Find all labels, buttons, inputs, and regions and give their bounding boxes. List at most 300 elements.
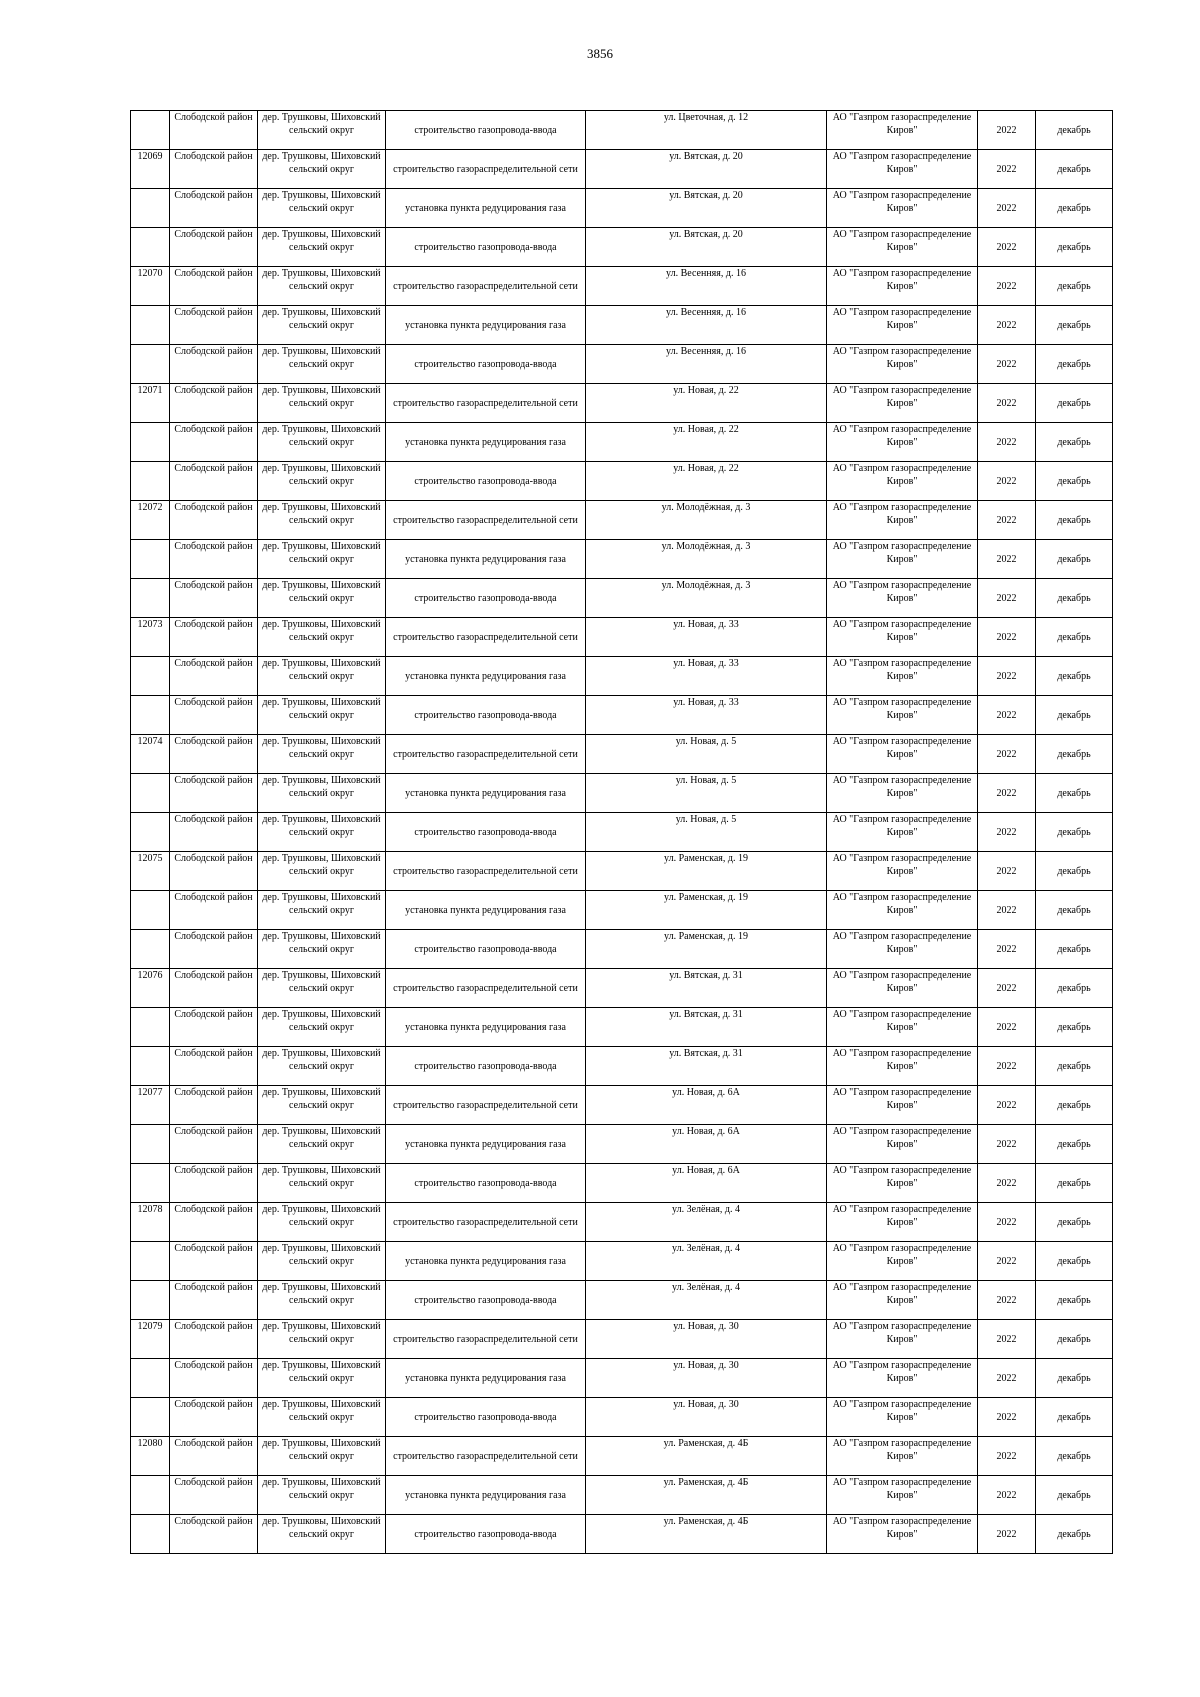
address-cell: ул. Вятская, д. 20 xyxy=(586,228,827,267)
row-number xyxy=(131,111,170,150)
work-type-cell: строительство газопровода-ввода xyxy=(386,1047,586,1086)
row-number: 12077 xyxy=(131,1086,170,1125)
table-row xyxy=(131,969,1113,1008)
work-type-cell: установка пункта редуцирования газа xyxy=(386,189,586,228)
table-row xyxy=(131,384,1113,423)
work-type-cell: строительство газораспределительной сети xyxy=(386,1437,586,1476)
month-cell: декабрь xyxy=(1036,345,1113,384)
table-row xyxy=(131,1008,1113,1047)
address-cell: ул. Новая, д. 6А xyxy=(586,1086,827,1125)
settlement-cell: дер. Трушковы, Шиховский сельский округ xyxy=(258,306,386,345)
organization-cell: АО "Газпром газораспределение Киров" xyxy=(827,930,978,969)
work-type-cell: строительство газопровода-ввода xyxy=(386,1281,586,1320)
table-row xyxy=(131,462,1113,501)
address-cell: ул. Весенняя, д. 16 xyxy=(586,306,827,345)
month-cell: декабрь xyxy=(1036,462,1113,501)
row-number xyxy=(131,462,170,501)
organization-cell: АО "Газпром газораспределение Киров" xyxy=(827,1008,978,1047)
month-cell: декабрь xyxy=(1036,267,1113,306)
year-cell: 2022 xyxy=(978,774,1036,813)
table-row xyxy=(131,1047,1113,1086)
row-number: 12079 xyxy=(131,1320,170,1359)
row-number xyxy=(131,228,170,267)
district-cell: Слободской район xyxy=(170,306,258,345)
district-cell: Слободской район xyxy=(170,462,258,501)
address-cell: ул. Зелёная, д. 4 xyxy=(586,1242,827,1281)
month-cell: декабрь xyxy=(1036,735,1113,774)
organization-cell: АО "Газпром газораспределение Киров" xyxy=(827,423,978,462)
district-cell: Слободской район xyxy=(170,1086,258,1125)
work-type-cell: установка пункта редуцирования газа xyxy=(386,657,586,696)
work-type-cell: строительство газораспределительной сети xyxy=(386,1086,586,1125)
row-number xyxy=(131,423,170,462)
organization-cell: АО "Газпром газораспределение Киров" xyxy=(827,1086,978,1125)
table-row xyxy=(131,1242,1113,1281)
month-cell: декабрь xyxy=(1036,618,1113,657)
row-number xyxy=(131,1398,170,1437)
settlement-cell: дер. Трушковы, Шиховский сельский округ xyxy=(258,1086,386,1125)
page-number: 3856 xyxy=(587,46,613,61)
settlement-cell: дер. Трушковы, Шиховский сельский округ xyxy=(258,345,386,384)
table-row xyxy=(131,930,1113,969)
address-cell: ул. Вятская, д. 31 xyxy=(586,1008,827,1047)
work-type-cell: строительство газопровода-ввода xyxy=(386,930,586,969)
district-cell: Слободской район xyxy=(170,579,258,618)
organization-cell: АО "Газпром газораспределение Киров" xyxy=(827,462,978,501)
table-row xyxy=(131,618,1113,657)
district-cell: Слободской район xyxy=(170,1476,258,1515)
address-cell: ул. Новая, д. 33 xyxy=(586,618,827,657)
work-type-cell: строительство газопровода-ввода xyxy=(386,462,586,501)
month-cell: декабрь xyxy=(1036,1515,1113,1554)
address-cell: ул. Новая, д. 30 xyxy=(586,1398,827,1437)
address-cell: ул. Новая, д. 5 xyxy=(586,735,827,774)
year-cell: 2022 xyxy=(978,384,1036,423)
settlement-cell: дер. Трушковы, Шиховский сельский округ xyxy=(258,1320,386,1359)
month-cell: декабрь xyxy=(1036,1125,1113,1164)
district-cell: Слободской район xyxy=(170,1164,258,1203)
organization-cell: АО "Газпром газораспределение Киров" xyxy=(827,1398,978,1437)
table-row xyxy=(131,228,1113,267)
year-cell: 2022 xyxy=(978,735,1036,774)
month-cell: декабрь xyxy=(1036,1047,1113,1086)
settlement-cell: дер. Трушковы, Шиховский сельский округ xyxy=(258,384,386,423)
address-cell: ул. Новая, д. 22 xyxy=(586,423,827,462)
table-row xyxy=(131,852,1113,891)
work-type-cell: строительство газопровода-ввода xyxy=(386,345,586,384)
organization-cell: АО "Газпром газораспределение Киров" xyxy=(827,228,978,267)
year-cell: 2022 xyxy=(978,150,1036,189)
settlement-cell: дер. Трушковы, Шиховский сельский округ xyxy=(258,813,386,852)
work-type-cell: строительство газораспределительной сети xyxy=(386,384,586,423)
settlement-cell: дер. Трушковы, Шиховский сельский округ xyxy=(258,1047,386,1086)
work-type-cell: строительство газораспределительной сети xyxy=(386,969,586,1008)
settlement-cell: дер. Трушковы, Шиховский сельский округ xyxy=(258,1242,386,1281)
address-cell: ул. Новая, д. 22 xyxy=(586,384,827,423)
table-row xyxy=(131,111,1113,150)
settlement-cell: дер. Трушковы, Шиховский сельский округ xyxy=(258,618,386,657)
gasification-schedule-table xyxy=(130,110,1113,1554)
table-row xyxy=(131,1359,1113,1398)
year-cell: 2022 xyxy=(978,930,1036,969)
month-cell: декабрь xyxy=(1036,150,1113,189)
organization-cell: АО "Газпром газораспределение Киров" xyxy=(827,852,978,891)
settlement-cell: дер. Трушковы, Шиховский сельский округ xyxy=(258,423,386,462)
table-row xyxy=(131,1476,1113,1515)
settlement-cell: дер. Трушковы, Шиховский сельский округ xyxy=(258,501,386,540)
settlement-cell: дер. Трушковы, Шиховский сельский округ xyxy=(258,150,386,189)
settlement-cell: дер. Трушковы, Шиховский сельский округ xyxy=(258,189,386,228)
address-cell: ул. Раменская, д. 19 xyxy=(586,852,827,891)
work-type-cell: строительство газопровода-ввода xyxy=(386,1398,586,1437)
settlement-cell: дер. Трушковы, Шиховский сельский округ xyxy=(258,462,386,501)
district-cell: Слободской район xyxy=(170,657,258,696)
district-cell: Слободской район xyxy=(170,774,258,813)
work-type-cell: строительство газопровода-ввода xyxy=(386,813,586,852)
address-cell: ул. Цветочная, д. 12 xyxy=(586,111,827,150)
year-cell: 2022 xyxy=(978,111,1036,150)
table-row xyxy=(131,423,1113,462)
year-cell: 2022 xyxy=(978,1359,1036,1398)
year-cell: 2022 xyxy=(978,1242,1036,1281)
work-type-cell: строительство газопровода-ввода xyxy=(386,696,586,735)
district-cell: Слободской район xyxy=(170,1398,258,1437)
work-type-cell: строительство газопровода-ввода xyxy=(386,1515,586,1554)
address-cell: ул. Молодёжная, д. 3 xyxy=(586,540,827,579)
year-cell: 2022 xyxy=(978,345,1036,384)
district-cell: Слободской район xyxy=(170,345,258,384)
address-cell: ул. Новая, д. 5 xyxy=(586,774,827,813)
settlement-cell: дер. Трушковы, Шиховский сельский округ xyxy=(258,891,386,930)
settlement-cell: дер. Трушковы, Шиховский сельский округ xyxy=(258,1164,386,1203)
organization-cell: АО "Газпром газораспределение Киров" xyxy=(827,1203,978,1242)
month-cell: декабрь xyxy=(1036,891,1113,930)
district-cell: Слободской район xyxy=(170,384,258,423)
address-cell: ул. Раменская, д. 4Б xyxy=(586,1476,827,1515)
row-number xyxy=(131,1359,170,1398)
address-cell: ул. Новая, д. 33 xyxy=(586,696,827,735)
table-row xyxy=(131,579,1113,618)
work-type-cell: установка пункта редуцирования газа xyxy=(386,1476,586,1515)
row-number: 12069 xyxy=(131,150,170,189)
organization-cell: АО "Газпром газораспределение Киров" xyxy=(827,150,978,189)
year-cell: 2022 xyxy=(978,540,1036,579)
settlement-cell: дер. Трушковы, Шиховский сельский округ xyxy=(258,1125,386,1164)
table-row xyxy=(131,1086,1113,1125)
month-cell: декабрь xyxy=(1036,657,1113,696)
table-row xyxy=(131,735,1113,774)
organization-cell: АО "Газпром газораспределение Киров" xyxy=(827,774,978,813)
month-cell: декабрь xyxy=(1036,306,1113,345)
year-cell: 2022 xyxy=(978,696,1036,735)
year-cell: 2022 xyxy=(978,228,1036,267)
address-cell: ул. Новая, д. 22 xyxy=(586,462,827,501)
year-cell: 2022 xyxy=(978,423,1036,462)
settlement-cell: дер. Трушковы, Шиховский сельский округ xyxy=(258,228,386,267)
year-cell: 2022 xyxy=(978,267,1036,306)
year-cell: 2022 xyxy=(978,1047,1036,1086)
month-cell: декабрь xyxy=(1036,930,1113,969)
month-cell: декабрь xyxy=(1036,1164,1113,1203)
address-cell: ул. Вятская, д. 20 xyxy=(586,150,827,189)
month-cell: декабрь xyxy=(1036,228,1113,267)
year-cell: 2022 xyxy=(978,891,1036,930)
address-cell: ул. Новая, д. 33 xyxy=(586,657,827,696)
work-type-cell: установка пункта редуцирования газа xyxy=(386,774,586,813)
settlement-cell: дер. Трушковы, Шиховский сельский округ xyxy=(258,969,386,1008)
year-cell: 2022 xyxy=(978,1398,1036,1437)
settlement-cell: дер. Трушковы, Шиховский сельский округ xyxy=(258,579,386,618)
table-row xyxy=(131,1437,1113,1476)
settlement-cell: дер. Трушковы, Шиховский сельский округ xyxy=(258,1359,386,1398)
work-type-cell: строительство газораспределительной сети xyxy=(386,150,586,189)
row-number xyxy=(131,1008,170,1047)
settlement-cell: дер. Трушковы, Шиховский сельский округ xyxy=(258,696,386,735)
address-cell: ул. Новая, д. 6А xyxy=(586,1125,827,1164)
address-cell: ул. Раменская, д. 4Б xyxy=(586,1515,827,1554)
row-number: 12074 xyxy=(131,735,170,774)
work-type-cell: строительство газораспределительной сети xyxy=(386,501,586,540)
year-cell: 2022 xyxy=(978,813,1036,852)
address-cell: ул. Весенняя, д. 16 xyxy=(586,267,827,306)
address-cell: ул. Новая, д. 5 xyxy=(586,813,827,852)
table-row xyxy=(131,540,1113,579)
year-cell: 2022 xyxy=(978,1437,1036,1476)
settlement-cell: дер. Трушковы, Шиховский сельский округ xyxy=(258,111,386,150)
row-number xyxy=(131,1125,170,1164)
settlement-cell: дер. Трушковы, Шиховский сельский округ xyxy=(258,657,386,696)
month-cell: декабрь xyxy=(1036,1359,1113,1398)
row-number xyxy=(131,579,170,618)
table-row xyxy=(131,813,1113,852)
table-row xyxy=(131,696,1113,735)
table-body xyxy=(131,111,1113,1554)
organization-cell: АО "Газпром газораспределение Киров" xyxy=(827,813,978,852)
settlement-cell: дер. Трушковы, Шиховский сельский округ xyxy=(258,774,386,813)
row-number xyxy=(131,891,170,930)
organization-cell: АО "Газпром газораспределение Киров" xyxy=(827,1164,978,1203)
organization-cell: АО "Газпром газораспределение Киров" xyxy=(827,969,978,1008)
row-number xyxy=(131,657,170,696)
district-cell: Слободской район xyxy=(170,852,258,891)
year-cell: 2022 xyxy=(978,306,1036,345)
address-cell: ул. Вятская, д. 31 xyxy=(586,969,827,1008)
organization-cell: АО "Газпром газораспределение Киров" xyxy=(827,345,978,384)
year-cell: 2022 xyxy=(978,1281,1036,1320)
organization-cell: АО "Газпром газораспределение Киров" xyxy=(827,1125,978,1164)
year-cell: 2022 xyxy=(978,1125,1036,1164)
year-cell: 2022 xyxy=(978,618,1036,657)
year-cell: 2022 xyxy=(978,1203,1036,1242)
organization-cell: АО "Газпром газораспределение Киров" xyxy=(827,735,978,774)
month-cell: декабрь xyxy=(1036,1476,1113,1515)
year-cell: 2022 xyxy=(978,189,1036,228)
district-cell: Слободской район xyxy=(170,969,258,1008)
work-type-cell: установка пункта редуцирования газа xyxy=(386,1242,586,1281)
row-number xyxy=(131,306,170,345)
row-number: 12075 xyxy=(131,852,170,891)
year-cell: 2022 xyxy=(978,969,1036,1008)
organization-cell: АО "Газпром газораспределение Киров" xyxy=(827,1242,978,1281)
row-number xyxy=(131,1047,170,1086)
table-row xyxy=(131,1203,1113,1242)
address-cell: ул. Раменская, д. 19 xyxy=(586,891,827,930)
organization-cell: АО "Газпром газораспределение Киров" xyxy=(827,384,978,423)
table-row xyxy=(131,1164,1113,1203)
district-cell: Слободской район xyxy=(170,618,258,657)
settlement-cell: дер. Трушковы, Шиховский сельский округ xyxy=(258,1437,386,1476)
work-type-cell: строительство газораспределительной сети xyxy=(386,267,586,306)
year-cell: 2022 xyxy=(978,1008,1036,1047)
organization-cell: АО "Газпром газораспределение Киров" xyxy=(827,1437,978,1476)
district-cell: Слободской район xyxy=(170,267,258,306)
month-cell: декабрь xyxy=(1036,1008,1113,1047)
district-cell: Слободской район xyxy=(170,1047,258,1086)
table-row xyxy=(131,267,1113,306)
work-type-cell: установка пункта редуцирования газа xyxy=(386,1008,586,1047)
table-row xyxy=(131,189,1113,228)
district-cell: Слободской район xyxy=(170,696,258,735)
district-cell: Слободской район xyxy=(170,1515,258,1554)
settlement-cell: дер. Трушковы, Шиховский сельский округ xyxy=(258,1515,386,1554)
table-row xyxy=(131,501,1113,540)
work-type-cell: установка пункта редуцирования газа xyxy=(386,423,586,462)
work-type-cell: строительство газораспределительной сети xyxy=(386,1320,586,1359)
work-type-cell: строительство газораспределительной сети xyxy=(386,618,586,657)
address-cell: ул. Молодёжная, д. 3 xyxy=(586,579,827,618)
organization-cell: АО "Газпром газораспределение Киров" xyxy=(827,1359,978,1398)
row-number xyxy=(131,189,170,228)
year-cell: 2022 xyxy=(978,501,1036,540)
month-cell: декабрь xyxy=(1036,1320,1113,1359)
district-cell: Слободской район xyxy=(170,540,258,579)
organization-cell: АО "Газпром газораспределение Киров" xyxy=(827,1515,978,1554)
table-row xyxy=(131,1281,1113,1320)
district-cell: Слободской район xyxy=(170,501,258,540)
work-type-cell: строительство газораспределительной сети xyxy=(386,735,586,774)
month-cell: декабрь xyxy=(1036,579,1113,618)
table-row xyxy=(131,306,1113,345)
year-cell: 2022 xyxy=(978,1164,1036,1203)
work-type-cell: строительство газопровода-ввода xyxy=(386,228,586,267)
row-number: 12071 xyxy=(131,384,170,423)
month-cell: декабрь xyxy=(1036,1398,1113,1437)
district-cell: Слободской район xyxy=(170,1125,258,1164)
row-number xyxy=(131,774,170,813)
address-cell: ул. Новая, д. 30 xyxy=(586,1320,827,1359)
district-cell: Слободской район xyxy=(170,228,258,267)
row-number xyxy=(131,1515,170,1554)
settlement-cell: дер. Трушковы, Шиховский сельский округ xyxy=(258,1476,386,1515)
row-number xyxy=(131,1242,170,1281)
table-row xyxy=(131,345,1113,384)
table-row xyxy=(131,1125,1113,1164)
year-cell: 2022 xyxy=(978,1515,1036,1554)
work-type-cell: строительство газораспределительной сети xyxy=(386,1203,586,1242)
month-cell: декабрь xyxy=(1036,189,1113,228)
work-type-cell: установка пункта редуцирования газа xyxy=(386,1359,586,1398)
settlement-cell: дер. Трушковы, Шиховский сельский округ xyxy=(258,540,386,579)
month-cell: декабрь xyxy=(1036,111,1113,150)
month-cell: декабрь xyxy=(1036,969,1113,1008)
year-cell: 2022 xyxy=(978,657,1036,696)
year-cell: 2022 xyxy=(978,1476,1036,1515)
settlement-cell: дер. Трушковы, Шиховский сельский округ xyxy=(258,267,386,306)
district-cell: Слободской район xyxy=(170,189,258,228)
district-cell: Слободской район xyxy=(170,423,258,462)
work-type-cell: строительство газопровода-ввода xyxy=(386,579,586,618)
district-cell: Слободской район xyxy=(170,735,258,774)
district-cell: Слободской район xyxy=(170,1359,258,1398)
organization-cell: АО "Газпром газораспределение Киров" xyxy=(827,501,978,540)
row-number: 12073 xyxy=(131,618,170,657)
settlement-cell: дер. Трушковы, Шиховский сельский округ xyxy=(258,1281,386,1320)
year-cell: 2022 xyxy=(978,1320,1036,1359)
district-cell: Слободской район xyxy=(170,930,258,969)
organization-cell: АО "Газпром газораспределение Киров" xyxy=(827,579,978,618)
district-cell: Слободской район xyxy=(170,1203,258,1242)
work-type-cell: установка пункта редуцирования газа xyxy=(386,306,586,345)
organization-cell: АО "Газпром газораспределение Киров" xyxy=(827,1476,978,1515)
month-cell: декабрь xyxy=(1036,423,1113,462)
table-row xyxy=(131,1320,1113,1359)
row-number xyxy=(131,813,170,852)
year-cell: 2022 xyxy=(978,579,1036,618)
settlement-cell: дер. Трушковы, Шиховский сельский округ xyxy=(258,1203,386,1242)
address-cell: ул. Вятская, д. 20 xyxy=(586,189,827,228)
address-cell: ул. Новая, д. 6А xyxy=(586,1164,827,1203)
address-cell: ул. Новая, д. 30 xyxy=(586,1359,827,1398)
work-type-cell: установка пункта редуцирования газа xyxy=(386,540,586,579)
row-number: 12078 xyxy=(131,1203,170,1242)
address-cell: ул. Раменская, д. 19 xyxy=(586,930,827,969)
organization-cell: АО "Газпром газораспределение Киров" xyxy=(827,1281,978,1320)
table-row xyxy=(131,891,1113,930)
district-cell: Слободской район xyxy=(170,1008,258,1047)
district-cell: Слободской район xyxy=(170,1281,258,1320)
row-number: 12076 xyxy=(131,969,170,1008)
row-number xyxy=(131,345,170,384)
month-cell: декабрь xyxy=(1036,1086,1113,1125)
month-cell: декабрь xyxy=(1036,1203,1113,1242)
table-row xyxy=(131,150,1113,189)
district-cell: Слободской район xyxy=(170,1320,258,1359)
month-cell: декабрь xyxy=(1036,696,1113,735)
month-cell: декабрь xyxy=(1036,540,1113,579)
month-cell: декабрь xyxy=(1036,384,1113,423)
settlement-cell: дер. Трушковы, Шиховский сельский округ xyxy=(258,1008,386,1047)
organization-cell: АО "Газпром газораспределение Киров" xyxy=(827,696,978,735)
address-cell: ул. Зелёная, д. 4 xyxy=(586,1281,827,1320)
address-cell: ул. Молодёжная, д. 3 xyxy=(586,501,827,540)
table-row xyxy=(131,1515,1113,1554)
table-row xyxy=(131,774,1113,813)
row-number xyxy=(131,696,170,735)
month-cell: декабрь xyxy=(1036,1242,1113,1281)
row-number: 12072 xyxy=(131,501,170,540)
work-type-cell: строительство газопровода-ввода xyxy=(386,111,586,150)
row-number xyxy=(131,930,170,969)
row-number: 12080 xyxy=(131,1437,170,1476)
organization-cell: АО "Газпром газораспределение Киров" xyxy=(827,306,978,345)
district-cell: Слободской район xyxy=(170,813,258,852)
settlement-cell: дер. Трушковы, Шиховский сельский округ xyxy=(258,930,386,969)
organization-cell: АО "Газпром газораспределение Киров" xyxy=(827,657,978,696)
organization-cell: АО "Газпром газораспределение Киров" xyxy=(827,618,978,657)
address-cell: ул. Раменская, д. 4Б xyxy=(586,1437,827,1476)
table-row xyxy=(131,1398,1113,1437)
row-number: 12070 xyxy=(131,267,170,306)
